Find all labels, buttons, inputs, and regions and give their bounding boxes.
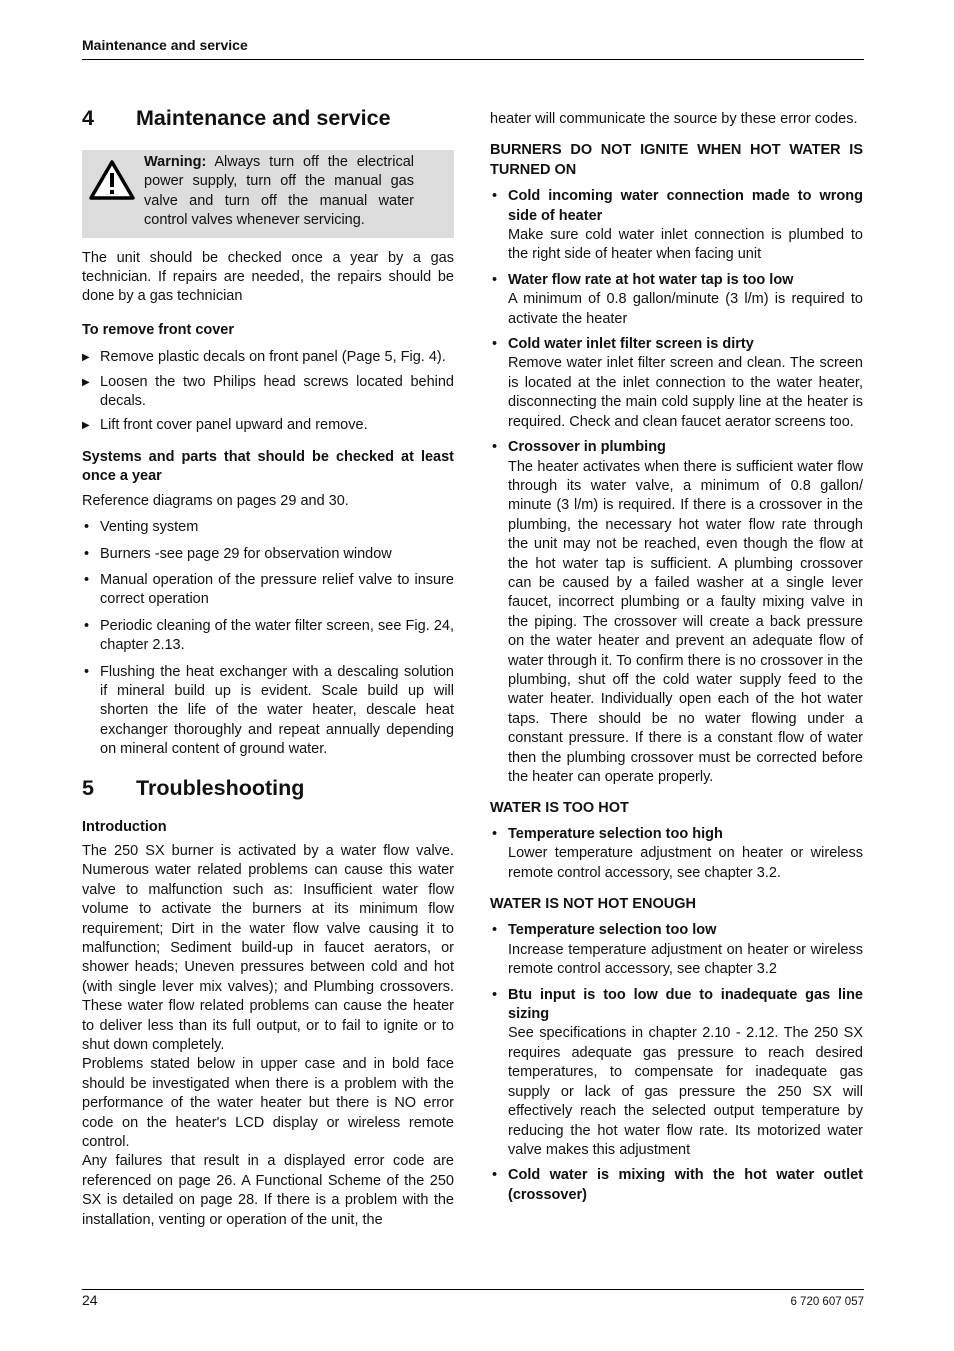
document-number: 6 720 607 057 [790,1296,864,1308]
front-cover-heading: To remove front cover [82,321,235,338]
systems-list [82,518,454,759]
footer-rule [82,1289,864,1290]
section-5-heading [82,774,454,802]
list-item: • Temperature selection too low Increase temperature adjustment on heater or wireless remote control accessory, see chapter 3.2 [492,922,863,978]
section-4-number: 4 [82,106,94,130]
list-item: • Venting system [84,519,199,536]
list-item: • Crossover in plumbing The heater activates when there is sufficient water flow through its water valve, a minimum of 0.8 gallon/ minute (3 l/m) is required. If there is a crossover in the plumbing, the necessary hot water flow rate through the unit may not be reached, even though the flow at the hot water tap is sufficient. A plumbing crossover can be caused by a failed washer at a single lever faucet, incorrect plumbing or a faulty mixing valve in the piping. The crossover will create a back pressure on the water heater and prevent an adequate flow of water through it. To confirm there is no crossover in the plumbing, shut off the cold water supply feed to the water heater. Individually open each of the hot water taps. There should be no water flowing under a constant pressure. If there is a constant flow of water then the plumbing crossover must be corrected before the heater can operate properly. [492,439,863,785]
group-heading-too-hot: WATER IS TOO HOT [490,800,629,817]
list-item: ▶ Remove plastic decals on front panel (Page 5, Fig. 4). [82,348,454,367]
arrow-bullet-icon: ▶ [82,352,90,364]
systems-heading: Systems and parts that should be checked at least once a year [82,448,454,485]
page-number: 24 [82,1292,98,1308]
too-hot-list [490,825,863,883]
burners-list [490,187,863,787]
list-item: • Btu input is too low due to inadequate gas line sizing See specifications in chapter 2.10 - 2.12. The 250 SX requires adequate gas pressure to reach desired temperatures, to compensate for inadequate gas supply or lack of gas pressure the 250 SX will effectively reach the selected output temperature by reducing the hot water flow rate. Its motorized water valve makes this adjustment [492,986,863,1158]
group-heading-burners: BURNERS DO NOT IGNITE WHEN HOT WATER IS TURNED ON [490,142,863,178]
warning-label: Warning: [144,154,207,170]
introduction-paragraph-2: Problems stated below in upper case and in bold face should be investigated when there is a problem with the performance of the water heater but there is NO error code on the heater's LCD display or wireless remote control. [82,1056,454,1151]
group-heading-not-hot-enough: WATER IS NOT HOT ENOUGH [490,896,696,913]
systems-reference: Reference diagrams on pages 29 and 30. [82,492,349,509]
list-item: • Periodic cleaning of the water filter screen, see Fig. 24, chapter 2.13. [84,617,454,654]
section-4-title: Maintenance and service [136,106,391,130]
warning-box [82,150,454,238]
section-4-heading [82,104,454,132]
introduction-heading: Introduction [82,818,167,835]
front-cover-steps [82,348,454,436]
right-column [490,110,863,1205]
header-rule [82,59,864,60]
introduction-paragraph-1: The 250 SX burner is activated by a water flow valve. Numerous water related problems can cause this water valve to malfunction such as: Insufficient water flow volume to activate the burners at its minimum flow requirement; Dirt in the water flow valve causing it to malfunction; Sediment build-up in faucet aerators, or shower heads; Uneven pressures between cold and hot (with single lever mix valves); and Plumbing crossovers. These water flow related problems can cause the heater to deliver less than its full output, or to fail to ignite or to shut down completely. [82,842,454,1054]
list-item: ▶ Lift front cover panel upward and remove. [82,416,454,435]
left-column [82,104,454,1230]
introduction-paragraph-3-continued: heater will communicate the source by these error codes. [490,111,858,127]
list-item: • Cold water inlet filter screen is dirty Remove water inlet filter screen and clean. The screen is located at the inlet connection to the water heater, disconnecting the main cold supply line at the heater is required. Check and clean faucet aerator screens too. [492,336,863,430]
introduction-paragraph-3: Any failures that result in a displayed error code are referenced on page 26. A Functional Scheme of the 250 SX is detailed on page 28. If there is a problem with the installation, venting or operation of the unit, the [82,1153,454,1228]
section-5-title: Troubleshooting [136,775,305,800]
running-header: Maintenance and service [82,37,248,53]
list-item: • Temperature selection too high Lower temperature adjustment on heater or wireless remote control accessory, see chapter 3.2. [492,825,863,881]
arrow-bullet-icon: ▶ [82,420,90,432]
list-item: • Flushing the heat exchanger with a descaling solution if mineral build up is evident. Scale build up will shorten the life of the water heater, descale heat exchanger thoroughly and repeat annually depending on mineral content of ground water. [84,663,454,758]
warning-triangle-icon [88,153,144,231]
list-item: • Burners -see page 29 for observation window [84,545,392,562]
list-item: • Cold incoming water connection made to wrong side of heater Make sure cold water inlet connection is plumbed to the right side of heater when facing unit [492,188,863,263]
arrow-bullet-icon: ▶ [82,376,90,388]
list-item: ▶ Loosen the two Philips head screws located behind decals. [82,373,454,410]
warning-text [144,153,414,231]
maintenance-intro: The unit should be checked once a year by a gas technician. If repairs are needed, the repairs should be done by a gas technician [82,249,454,305]
not-hot-enough-list [490,921,863,1205]
list-item: • Water flow rate at hot water tap is too low A minimum of 0.8 gallon/minute (3 l/m) is required to activate the heater [492,271,863,327]
section-5-number: 5 [82,775,94,800]
warning-body: Always turn off the electrical power supply, turn off the manual gas valve and turn off the manual water control valves whenever servicing. [144,154,414,229]
list-item: • Cold water is mixing with the hot water outlet (crossover) [492,1167,863,1203]
list-item: • Manual operation of the pressure relief valve to insure correct operation [84,571,454,608]
